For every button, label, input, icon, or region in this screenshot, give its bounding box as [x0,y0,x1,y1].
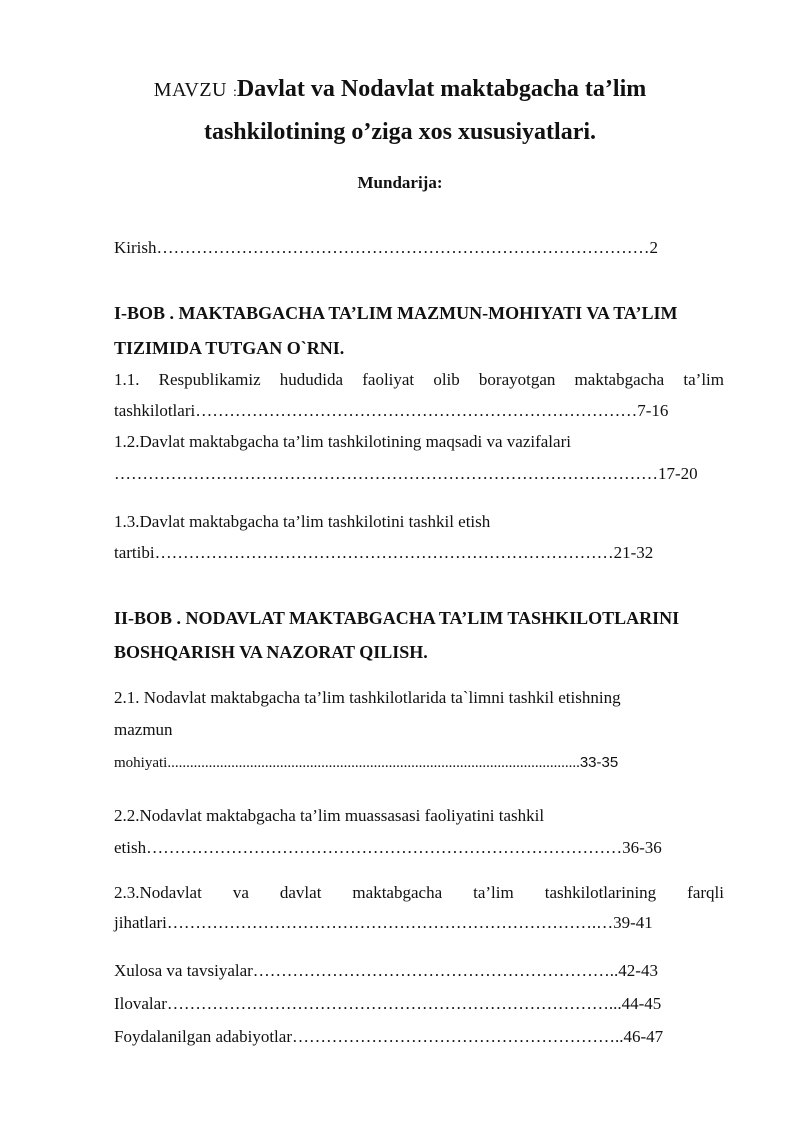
toc-entry-1-2-line2: ……………………………………………………………………………………17-20 [114,464,698,483]
toc-entry-ilovalar: Ilovalar……………………………………………………………………...44-45 [114,994,662,1013]
toc-entry-adabiyotlar: Foydalanilgan adabiyotlar…………………………………………………..46-47 [114,1027,664,1046]
toc-entry-kirish: Kirish……………………………………………………………………………2 [114,238,658,257]
contents-heading: Mundarija: [357,173,443,192]
toc-entry-2-1-pages: 33-35 [579,754,619,771]
document-title-line2: tashkilotining o’ziga xos xususiyatlari. [203,119,597,145]
toc-entry-2-3-line1: 2.3.Nodavlat va davlat maktabgacha ta’lim tashkilotlarining farqli [114,883,724,902]
toc-entry-1-3-line1: 1.3.Davlat maktabgacha ta’lim tashkilotini tashkil etish [114,512,491,531]
mavzu-colon: : [233,85,237,100]
chapter1-heading-line1: I-BOB . MAKTABGACHA TA’LIM MAZMUN-MOHIYATI VA TA’LIM [114,303,678,323]
toc-entry-2-3-line2: jihatlari………………………………………………………………….…39-41 [114,913,653,932]
toc-entry-1-1-line1: 1.1. Respublikamiz hududida faoliyat olib borayotgan maktabgacha ta’lim [114,370,724,389]
toc-entry-2-2-line1: 2.2.Nodavlat maktabgacha ta’lim muassasasi faoliyatini tashkil [114,806,545,825]
chapter2-heading-line1: II-BOB . NODAVLAT MAKTABGACHA TA’LIM TASHKILOTLARINI [114,608,680,628]
toc-entry-1-1-line2: tashkilotlari……………………………………………………………………7-16 [114,401,669,420]
toc-entry-xulosa: Xulosa va tavsiyalar………………………………………………………..42-43 [114,961,658,980]
toc-entry-2-2-line2: etish…………………………………………………………………………36-36 [114,838,662,857]
document-title-line1 [0,76,800,103]
toc-entry-2-1-line2: mazmun [114,720,173,739]
title-text-line1: Davlat va Nodavlat maktabgacha ta’lim [236,76,647,102]
chapter2-heading-line2: BOSHQARISH VA NAZORAT QILISH. [114,642,428,662]
toc-entry-2-1-line1: 2.1. Nodavlat maktabgacha ta’lim tashkilotlarida ta`limni tashkil etishning [114,688,621,707]
toc-entry-1-2-line1: 1.2.Davlat maktabgacha ta’lim tashkilotining maqsadi va vazifalari [114,432,571,451]
toc-entry-1-3-line2: tartibi………………………………………………………………………21-32 [114,543,654,562]
toc-entry-2-1-label: mohiyati.............................................................................................................. [114,755,580,771]
mavzu-label: MAVZU [153,79,228,101]
toc-entry-2-1-line3 [114,752,618,772]
chapter1-heading-line2: TIZIMIDA TUTGAN O`RNI. [114,338,345,358]
